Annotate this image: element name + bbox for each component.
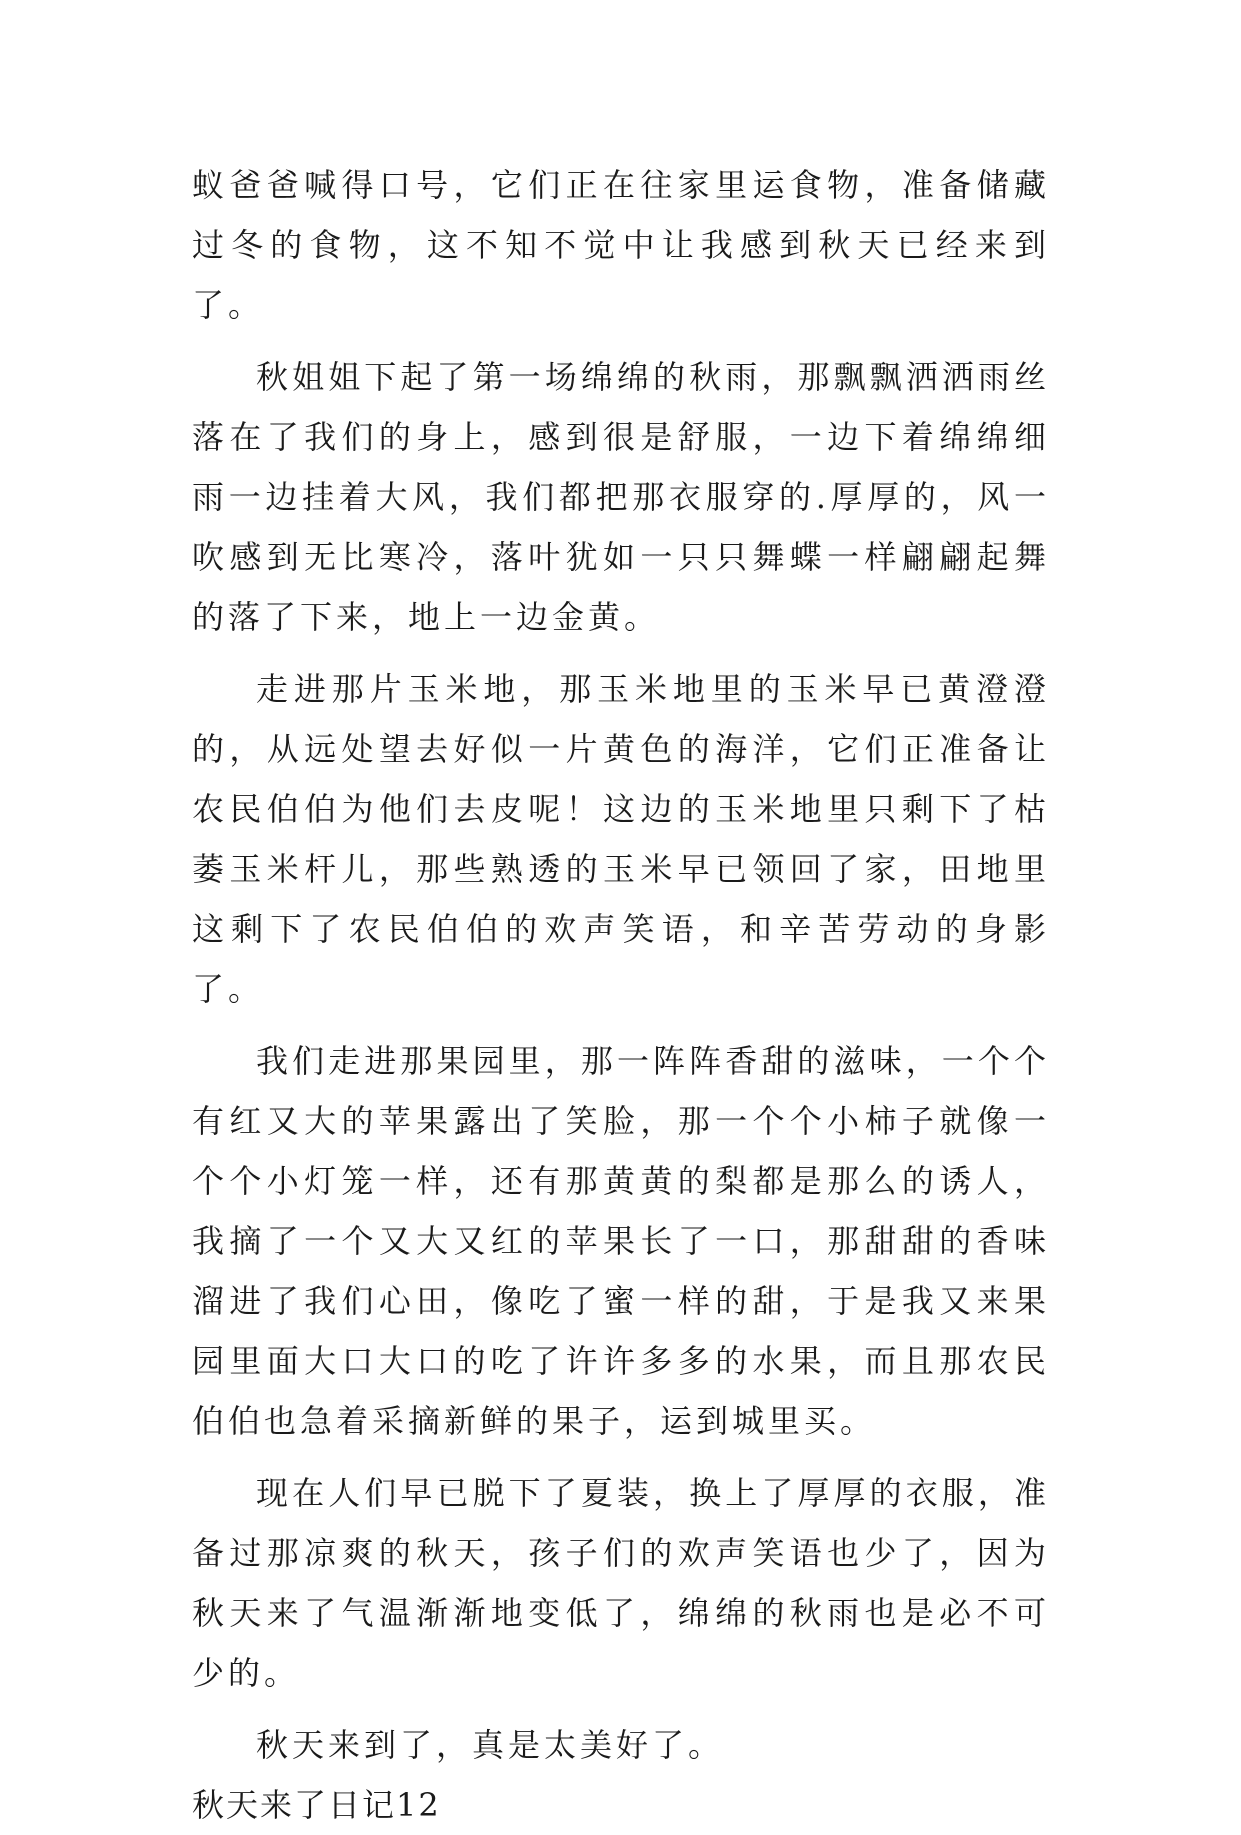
paragraph-continued: 蚁爸爸喊得口号，它们正在往家里运食物，准备储藏过冬的食物，这不知不觉中让我感到秋天已经来到了。 <box>192 166 1050 324</box>
next-diary-heading: 秋天来了日记12 <box>192 1786 441 1824</box>
paragraph-conclusion: 秋天来到了，真是太美好了。 <box>256 1726 725 1764</box>
paragraph-orchard: 我们走进那果园里，那一阵阵香甜的滋味，一个个有红又大的苹果露出了笑脸，那一个个小柿子就像一个个小灯笼一样，还有那黄黄的梨都是那么的诱人，我摘了一个又大又红的苹果长了一口，那甜甜的香味溜进了我们心田，像吃了蜜一样的甜，于是我又来果园里面大口大口的吃了许许多多的水果，而且那农民伯伯也急着采摘新鲜的果子，运到城里买。 <box>192 1042 1050 1440</box>
paragraph-corn-field: 走进那片玉米地，那玉米地里的玉米早已黄澄澄的，从远处望去好似一片黄色的海洋，它们正准备让农民伯伯为他们去皮呢！这边的玉米地里只剩下了枯萎玉米杆儿，那些熟透的玉米早已领回了家，田地里这剩下了农民伯伯的欢声笑语，和辛苦劳动的身影了。 <box>192 670 1050 1008</box>
paragraph-autumn-rain: 秋姐姐下起了第一场绵绵的秋雨，那飘飘洒洒雨丝落在了我们的身上，感到很是舒服，一边下着绵绵细雨一边挂着大风，我们都把那衣服穿的.厚厚的，风一吹感到无比寒冷，落叶犹如一只只舞蝶一样翩翩起舞的落了下来，地上一边金黄。 <box>192 358 1050 636</box>
paragraph-clothing: 现在人们早已脱下了夏装，换上了厚厚的衣服，准备过那凉爽的秋天，孩子们的欢声笑语也少了，因为秋天来了气温渐渐地变低了，绵绵的秋雨也是必不可少的。 <box>192 1474 1050 1692</box>
document-body <box>192 155 1050 1835</box>
